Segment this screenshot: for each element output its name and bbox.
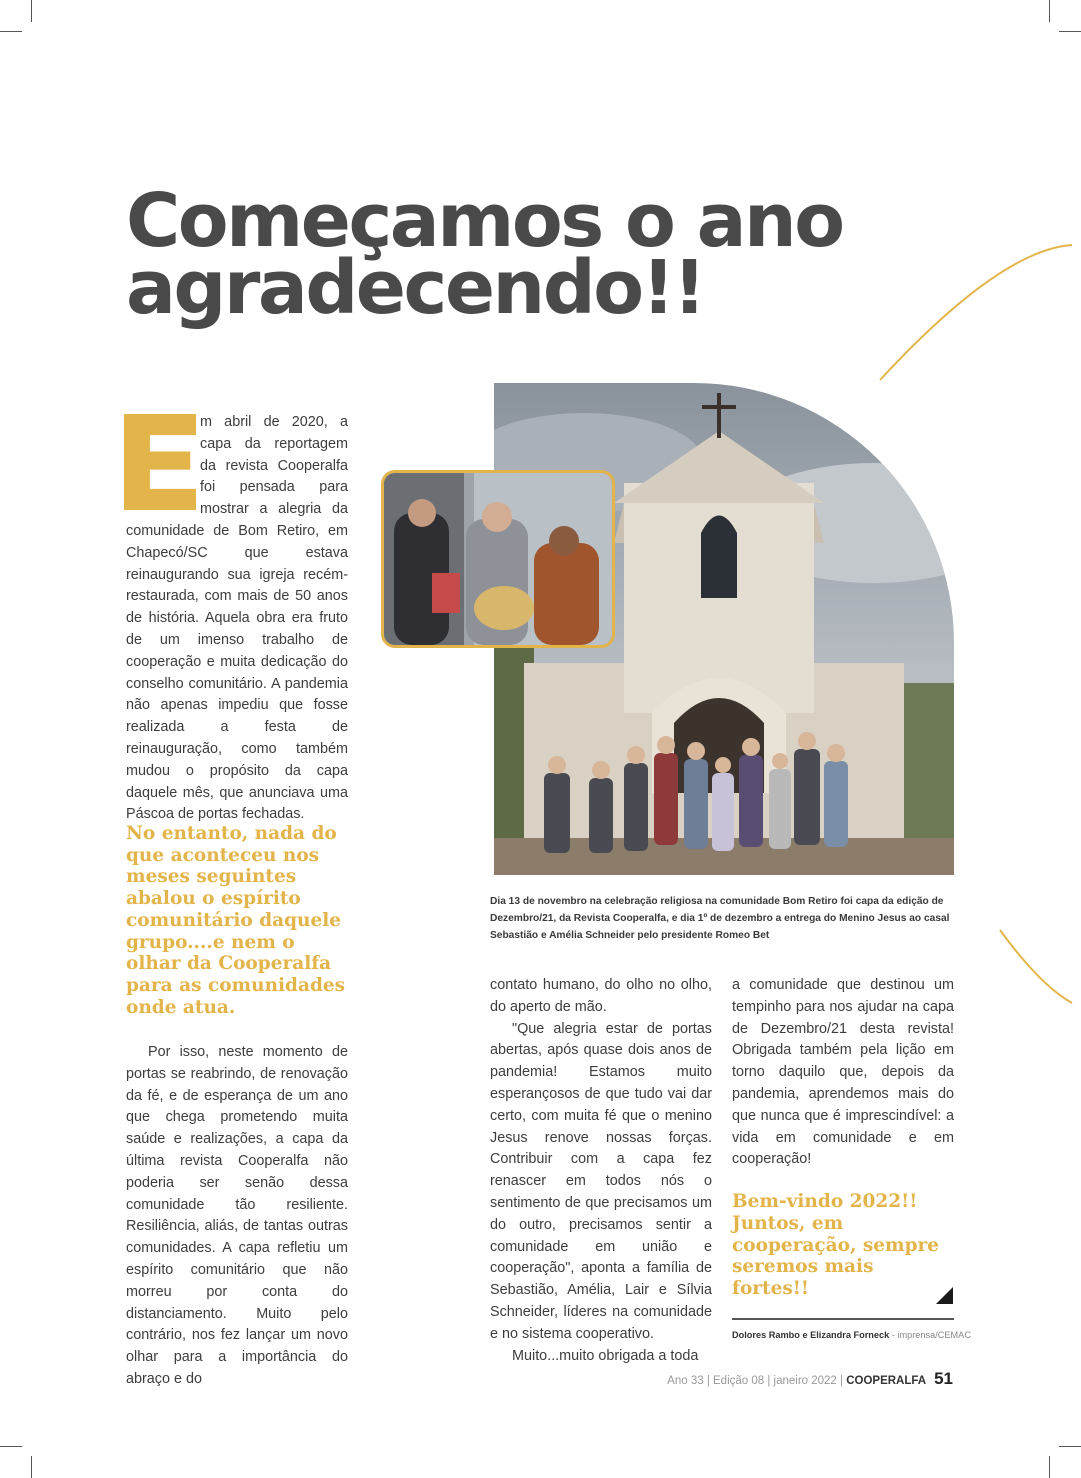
title-line: agradecendo!! <box>126 245 705 331</box>
body-paragraph: contato humano, do olho no olho, do aperto de mão. <box>490 977 712 1015</box>
author-credit <box>732 1330 992 1340</box>
body-paragraph: "Que alegria estar de portas abertas, após quase dois anos de pandemia! Estamos muito esperançosos de que tudo vai dar certo, com muita fé que o menino Jesus renove nossas forças. Contribuir com a capa fez renascer em todos nós o sentimento de que precisamos um do outro, precisamos sentir a comunidade em união e cooperação", aponta a família de Sebastião, Amélia, Lair e Sílvia Schneider, líderes na comunidade e no sistema cooperativo. <box>490 1020 712 1342</box>
body-column-3 <box>732 975 954 1300</box>
page-number: 51 <box>934 1369 953 1388</box>
body-paragraph: Muito...muito obrigada a toda <box>512 1347 699 1364</box>
inset-photo <box>381 470 615 648</box>
issue-info: Ano 33 | Edição 08 | janeiro 2022 | <box>667 1375 847 1387</box>
author-names: Dolores Rambo e Elizandra Forneck <box>732 1330 890 1340</box>
body-paragraph: Por isso, neste momento de portas se reabrindo, de renovação da fé, e de esperança de um ano que chega prometendo muita saúde e realizações, a capa da última revista Cooperalfa não poderia ser senão dessa comunidade tão resiliente. Resiliência, aliás, de tantas outras comunidades. A capa refletiu um espírito comunitário que não morreu por conta do distanciamento. Muito pelo contrário, nos fez lançar um novo olhar para a importância do abraço e do <box>126 1044 348 1387</box>
author-org: - imprensa/CEMAC <box>889 1330 971 1340</box>
closing-quote: Bem-vindo 2022!! Juntos, em cooperação, sempre seremos mais fortes!! <box>732 1191 940 1299</box>
brand-name: COOPERALFA <box>846 1375 927 1387</box>
body-column-2 <box>490 975 712 1367</box>
intro-column <box>126 412 348 826</box>
body-paragraph: a comunidade que destinou um tempinho para nos ajudar na capa de Dezembro/21 desta revista! Obrigada também pela lição em torno daquilo que, depois da pandemia, aprendemos mais do que nunca que é imprescindível: a vida em comunidade e em cooperação! <box>732 977 954 1168</box>
page-footer <box>667 1369 953 1389</box>
title-line: Começamos o ano <box>126 178 843 264</box>
photo-caption: Dia 13 de novembro na celebração religiosa na comunidade Bom Retiro foi capa da edição de Dezembro/21, da Revista Cooperalfa, e dia 1º de dezembro a entrega do Menino Jesus ao casal Sebastião e Amélia Schneider pelo presidente Romeo Bet <box>490 896 950 941</box>
intro-paragraph: m abril de 2020, a capa da reportagem da revista Cooperalfa foi pensada para mostrar a alegria da comunidade de Bom Retiro, em Chapecó/SC que estava reinaugurando sua igreja recém-restaurada, com mais de 50 anos de história. Aquela obra era fruto de um imenso trabalho de cooperação e muita dedicação do conselho comunitário. A pandemia não apenas impediu que fosse realizada a festa de reinauguração, como também mudou o propósito da capa daquele mês, que anunciava uma Páscoa de portas fechadas. <box>126 414 348 823</box>
author-divider <box>732 1318 954 1320</box>
body-column-1 <box>126 1042 348 1391</box>
pull-quote: No entanto, nada do que aconteceu nos meses seguintes abalou o espírito comunitário daquele grupo....e nem o olhar da Cooperalfa para as comunidades onde atua. <box>126 823 346 1018</box>
article-title <box>126 178 886 331</box>
